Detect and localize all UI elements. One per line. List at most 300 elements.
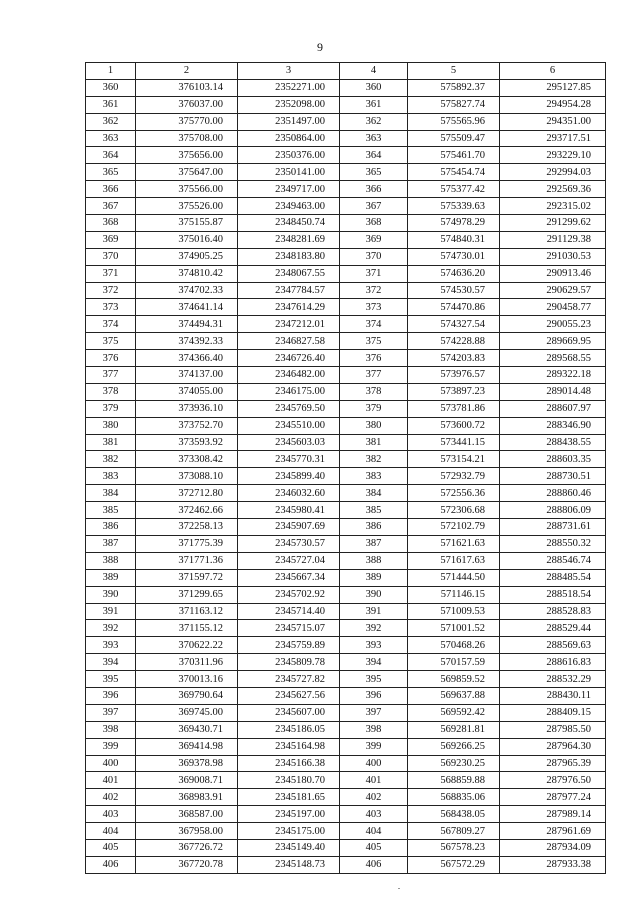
table-row — [86, 637, 606, 654]
table-cell: 293717.51 — [500, 130, 606, 147]
table-cell: 2345181.65 — [238, 789, 340, 806]
table-cell: 288616.83 — [500, 654, 606, 671]
table-row — [86, 400, 606, 417]
table-cell: 2350864.00 — [238, 130, 340, 147]
table-row — [86, 299, 606, 316]
table-cell: 385 — [86, 502, 136, 519]
table-cell: 404 — [86, 823, 136, 840]
table-cell: 290458.77 — [500, 299, 606, 316]
table-row — [86, 654, 606, 671]
column-header: 1 — [86, 63, 136, 80]
table-cell: 2347614.29 — [238, 299, 340, 316]
table-cell: 288607.97 — [500, 400, 606, 417]
table-row — [86, 367, 606, 384]
table-cell: 2345148.73 — [238, 856, 340, 873]
table-cell: 373088.10 — [136, 468, 238, 485]
table-cell: 363 — [340, 130, 408, 147]
table-cell: 370 — [86, 248, 136, 265]
table-cell: 2345166.38 — [238, 755, 340, 772]
table-row — [86, 434, 606, 451]
table-cell: 287933.38 — [500, 856, 606, 873]
table-cell: 398 — [340, 721, 408, 738]
table-cell: 379 — [340, 400, 408, 417]
table-cell: 367720.78 — [136, 856, 238, 873]
table-cell: 287989.14 — [500, 806, 606, 823]
table-cell: 384 — [340, 485, 408, 502]
table-row — [86, 687, 606, 704]
table-cell: 374810.42 — [136, 265, 238, 282]
table-cell: 372462.66 — [136, 502, 238, 519]
table-cell: 392 — [86, 620, 136, 637]
table-cell: 369 — [340, 231, 408, 248]
table-cell: 2345715.07 — [238, 620, 340, 637]
table-cell: 371 — [340, 265, 408, 282]
table-cell: 395 — [86, 671, 136, 688]
table-cell: 381 — [340, 434, 408, 451]
table-cell: 573154.21 — [408, 451, 500, 468]
table-cell: 366 — [86, 181, 136, 198]
table-row — [86, 164, 606, 181]
table-row — [86, 468, 606, 485]
table-cell: 393 — [86, 637, 136, 654]
table-cell: 288409.15 — [500, 704, 606, 721]
table-cell: 574470.86 — [408, 299, 500, 316]
table-cell: 363 — [86, 130, 136, 147]
table-cell: 288546.74 — [500, 552, 606, 569]
table-cell: 573781.86 — [408, 400, 500, 417]
table-cell: 570157.59 — [408, 654, 500, 671]
table-cell: 374702.33 — [136, 282, 238, 299]
table-cell: 372258.13 — [136, 519, 238, 536]
table-cell: 383 — [86, 468, 136, 485]
table-cell: 2352271.00 — [238, 79, 340, 96]
table-cell: 405 — [86, 839, 136, 856]
table-cell: 373308.42 — [136, 451, 238, 468]
table-cell: 386 — [340, 519, 408, 536]
table-cell: 383 — [340, 468, 408, 485]
table-cell: 575339.63 — [408, 198, 500, 215]
table-cell: 288529.44 — [500, 620, 606, 637]
table-row — [86, 96, 606, 113]
table-cell: 572102.79 — [408, 519, 500, 536]
table-row — [86, 704, 606, 721]
table-cell: 367 — [86, 198, 136, 215]
table-cell: 387 — [340, 535, 408, 552]
table-cell: 575827.74 — [408, 96, 500, 113]
table-cell: 2350376.00 — [238, 147, 340, 164]
table-cell: 374 — [340, 316, 408, 333]
table-cell: 292994.03 — [500, 164, 606, 181]
table-cell: 364 — [340, 147, 408, 164]
table-cell: 369 — [86, 231, 136, 248]
table-cell: 2348067.55 — [238, 265, 340, 282]
table-cell: 368 — [86, 215, 136, 232]
table-cell: 573441.15 — [408, 434, 500, 451]
table-cell: 292315.02 — [500, 198, 606, 215]
table-cell: 373752.70 — [136, 417, 238, 434]
table-cell: 2345770.31 — [238, 451, 340, 468]
table-cell: 2345769.50 — [238, 400, 340, 417]
table-row — [86, 823, 606, 840]
table-cell: 380 — [340, 417, 408, 434]
table-cell: 375708.00 — [136, 130, 238, 147]
table-cell: 390 — [340, 586, 408, 603]
table-cell: 2345510.00 — [238, 417, 340, 434]
table-cell: 362 — [340, 113, 408, 130]
table-row — [86, 282, 606, 299]
table-cell: 2345603.03 — [238, 434, 340, 451]
table-cell: 288518.54 — [500, 586, 606, 603]
table-cell: 369008.71 — [136, 772, 238, 789]
table-cell: 288569.63 — [500, 637, 606, 654]
table-cell: 372 — [86, 282, 136, 299]
table-cell: 392 — [340, 620, 408, 637]
table-cell: 568835.06 — [408, 789, 500, 806]
table-cell: 378 — [340, 383, 408, 400]
table-cell: 2345907.69 — [238, 519, 340, 536]
table-cell: 374055.00 — [136, 383, 238, 400]
table-cell: 367726.72 — [136, 839, 238, 856]
table-cell: 288860.46 — [500, 485, 606, 502]
column-header: 2 — [136, 63, 238, 80]
table-cell: 2345164.98 — [238, 738, 340, 755]
table-row — [86, 215, 606, 232]
table-cell: 571009.53 — [408, 603, 500, 620]
table-cell: 571617.63 — [408, 552, 500, 569]
table-cell: 569266.25 — [408, 738, 500, 755]
table-cell: 2348450.74 — [238, 215, 340, 232]
table-row — [86, 502, 606, 519]
table-cell: 575509.47 — [408, 130, 500, 147]
table-cell: 372 — [340, 282, 408, 299]
table-row — [86, 79, 606, 96]
table-cell: 292569.36 — [500, 181, 606, 198]
table-cell: 401 — [340, 772, 408, 789]
table-cell: 374641.14 — [136, 299, 238, 316]
table-cell: 371155.12 — [136, 620, 238, 637]
table-row — [86, 147, 606, 164]
table-cell: 389 — [340, 569, 408, 586]
table-row — [86, 552, 606, 569]
table-cell: 290913.46 — [500, 265, 606, 282]
table-cell: 361 — [86, 96, 136, 113]
table-cell: 370311.96 — [136, 654, 238, 671]
table-cell: 388 — [340, 552, 408, 569]
table-cell: 376 — [340, 350, 408, 367]
table-row — [86, 738, 606, 755]
table-cell: 574203.83 — [408, 350, 500, 367]
table-cell: 374137.00 — [136, 367, 238, 384]
table-cell: 572306.68 — [408, 502, 500, 519]
table-cell: 374494.31 — [136, 316, 238, 333]
table-cell: 288430.11 — [500, 687, 606, 704]
table-cell: 287934.09 — [500, 839, 606, 856]
table-row — [86, 569, 606, 586]
table-cell: 369745.00 — [136, 704, 238, 721]
column-header: 5 — [408, 63, 500, 80]
table-cell: 570468.26 — [408, 637, 500, 654]
table-cell: 288603.35 — [500, 451, 606, 468]
table-cell: 288485.54 — [500, 569, 606, 586]
table-cell: 360 — [86, 79, 136, 96]
table-cell: 287977.24 — [500, 789, 606, 806]
table-row — [86, 130, 606, 147]
table-cell: 368587.00 — [136, 806, 238, 823]
table-cell: 371163.12 — [136, 603, 238, 620]
table-cell: 362 — [86, 113, 136, 130]
table-cell: 567578.23 — [408, 839, 500, 856]
table-cell: 575461.70 — [408, 147, 500, 164]
table-cell: 2350141.00 — [238, 164, 340, 181]
table-cell: 374905.25 — [136, 248, 238, 265]
table-cell: 288532.29 — [500, 671, 606, 688]
table-cell: 2345714.40 — [238, 603, 340, 620]
table-cell: 372712.80 — [136, 485, 238, 502]
table-cell: 386 — [86, 519, 136, 536]
table-row — [86, 586, 606, 603]
table-cell: 2346827.58 — [238, 333, 340, 350]
table-cell: 384 — [86, 485, 136, 502]
table-cell: 287976.50 — [500, 772, 606, 789]
table-cell: 375 — [340, 333, 408, 350]
table-cell: 398 — [86, 721, 136, 738]
table-cell: 574530.57 — [408, 282, 500, 299]
table-row — [86, 417, 606, 434]
table-cell: 403 — [86, 806, 136, 823]
table-header-row — [86, 63, 606, 80]
table-cell: 288731.61 — [500, 519, 606, 536]
table-cell: 293229.10 — [500, 147, 606, 164]
table-cell: 2345149.40 — [238, 839, 340, 856]
table-cell: 382 — [86, 451, 136, 468]
table-cell: 575565.96 — [408, 113, 500, 130]
table-body — [86, 79, 606, 873]
table-row — [86, 620, 606, 637]
table-cell: 368983.91 — [136, 789, 238, 806]
table-cell: 385 — [340, 502, 408, 519]
table-cell: 288438.55 — [500, 434, 606, 451]
table-row — [86, 806, 606, 823]
table-cell: 290055.23 — [500, 316, 606, 333]
table-cell: 376 — [86, 350, 136, 367]
table-row — [86, 383, 606, 400]
table-cell: 2346726.40 — [238, 350, 340, 367]
table-cell: 373936.10 — [136, 400, 238, 417]
table-cell: 373 — [86, 299, 136, 316]
table-cell: 575892.37 — [408, 79, 500, 96]
table-cell: 375656.00 — [136, 147, 238, 164]
table-cell: 375016.40 — [136, 231, 238, 248]
table-cell: 568859.88 — [408, 772, 500, 789]
table-cell: 396 — [86, 687, 136, 704]
table-cell: 287961.69 — [500, 823, 606, 840]
table-cell: 375155.87 — [136, 215, 238, 232]
table-cell: 2345197.00 — [238, 806, 340, 823]
table-cell: 2345727.82 — [238, 671, 340, 688]
table-cell: 375 — [86, 333, 136, 350]
table-cell: 405 — [340, 839, 408, 856]
table-cell: 294351.00 — [500, 113, 606, 130]
table-cell: 381 — [86, 434, 136, 451]
table-cell: 360 — [340, 79, 408, 96]
table-cell: 571621.63 — [408, 535, 500, 552]
table-cell: 361 — [340, 96, 408, 113]
table-cell: 2345730.57 — [238, 535, 340, 552]
table-cell: 2345702.92 — [238, 586, 340, 603]
table-cell: 2345607.00 — [238, 704, 340, 721]
table-cell: 400 — [340, 755, 408, 772]
table-cell: 2347212.01 — [238, 316, 340, 333]
table-cell: 367958.00 — [136, 823, 238, 840]
table-cell: 391 — [86, 603, 136, 620]
table-cell: 288528.83 — [500, 603, 606, 620]
table-cell: 2345667.34 — [238, 569, 340, 586]
table-cell: 365 — [340, 164, 408, 181]
coordinates-table — [85, 62, 606, 874]
table-row — [86, 721, 606, 738]
table-cell: 375526.00 — [136, 198, 238, 215]
table-cell: 569637.88 — [408, 687, 500, 704]
table-cell: 376037.00 — [136, 96, 238, 113]
table-cell: 382 — [340, 451, 408, 468]
table-cell: 2349717.00 — [238, 181, 340, 198]
scan-speck — [398, 888, 400, 889]
table-cell: 574327.54 — [408, 316, 500, 333]
table-row — [86, 198, 606, 215]
table-row — [86, 839, 606, 856]
table-cell: 394 — [86, 654, 136, 671]
table-cell: 400 — [86, 755, 136, 772]
table-cell: 397 — [340, 704, 408, 721]
table-cell: 369430.71 — [136, 721, 238, 738]
table-cell: 375647.00 — [136, 164, 238, 181]
table-cell: 374 — [86, 316, 136, 333]
table-cell: 371597.72 — [136, 569, 238, 586]
table-cell: 569592.42 — [408, 704, 500, 721]
table-cell: 376103.14 — [136, 79, 238, 96]
table-cell: 370622.22 — [136, 637, 238, 654]
table-cell: 2345727.04 — [238, 552, 340, 569]
table-cell: 378 — [86, 383, 136, 400]
table-cell: 371299.65 — [136, 586, 238, 603]
table-cell: 288346.90 — [500, 417, 606, 434]
table-row — [86, 772, 606, 789]
table-cell: 567809.27 — [408, 823, 500, 840]
table-cell: 402 — [340, 789, 408, 806]
table-cell: 2345980.41 — [238, 502, 340, 519]
table-cell: 572932.79 — [408, 468, 500, 485]
table-row — [86, 671, 606, 688]
table-cell: 369414.98 — [136, 738, 238, 755]
table-cell: 375770.00 — [136, 113, 238, 130]
table-cell: 368 — [340, 215, 408, 232]
table-cell: 2345180.70 — [238, 772, 340, 789]
table-cell: 388 — [86, 552, 136, 569]
table-cell: 373 — [340, 299, 408, 316]
table-cell: 288550.32 — [500, 535, 606, 552]
table-cell: 569281.81 — [408, 721, 500, 738]
table-cell: 404 — [340, 823, 408, 840]
table-cell: 291129.38 — [500, 231, 606, 248]
table-row — [86, 181, 606, 198]
table-row — [86, 451, 606, 468]
page-number: 9 — [317, 40, 323, 54]
table-cell: 389 — [86, 569, 136, 586]
table-cell: 377 — [86, 367, 136, 384]
column-header: 3 — [238, 63, 340, 80]
table-cell: 367 — [340, 198, 408, 215]
table-cell: 573897.23 — [408, 383, 500, 400]
table-cell: 289669.95 — [500, 333, 606, 350]
table-cell: 375566.00 — [136, 181, 238, 198]
table-cell: 377 — [340, 367, 408, 384]
table-cell: 2347784.57 — [238, 282, 340, 299]
table-cell: 287985.50 — [500, 721, 606, 738]
table-row — [86, 856, 606, 873]
table-cell: 2351497.00 — [238, 113, 340, 130]
table-cell: 574636.20 — [408, 265, 500, 282]
table-cell: 2345899.40 — [238, 468, 340, 485]
table-row — [86, 535, 606, 552]
table-row — [86, 755, 606, 772]
column-header: 4 — [340, 63, 408, 80]
table-cell: 571001.52 — [408, 620, 500, 637]
table-row — [86, 333, 606, 350]
table-cell: 295127.85 — [500, 79, 606, 96]
table-cell: 366 — [340, 181, 408, 198]
table-cell: 2345186.05 — [238, 721, 340, 738]
table-cell: 575454.74 — [408, 164, 500, 181]
table-cell: 574840.31 — [408, 231, 500, 248]
column-header: 6 — [500, 63, 606, 80]
table-cell: 391 — [340, 603, 408, 620]
table-cell: 291030.53 — [500, 248, 606, 265]
table-cell: 289322.18 — [500, 367, 606, 384]
table-cell: 2348183.80 — [238, 248, 340, 265]
table-row — [86, 350, 606, 367]
table-cell: 291299.62 — [500, 215, 606, 232]
table-cell: 406 — [86, 856, 136, 873]
table-cell: 573600.72 — [408, 417, 500, 434]
table-cell: 571444.50 — [408, 569, 500, 586]
table-cell: 287964.30 — [500, 738, 606, 755]
table-cell: 2345809.78 — [238, 654, 340, 671]
table-row — [86, 603, 606, 620]
table-cell: 572556.36 — [408, 485, 500, 502]
table-cell: 2352098.00 — [238, 96, 340, 113]
table-cell: 2345175.00 — [238, 823, 340, 840]
table-cell: 387 — [86, 535, 136, 552]
table-cell: 290629.57 — [500, 282, 606, 299]
table-cell: 401 — [86, 772, 136, 789]
table-cell: 288730.51 — [500, 468, 606, 485]
table-cell: 573976.57 — [408, 367, 500, 384]
table-cell: 371771.36 — [136, 552, 238, 569]
table-row — [86, 248, 606, 265]
table-cell: 288806.09 — [500, 502, 606, 519]
table-cell: 2345627.56 — [238, 687, 340, 704]
table-cell: 568438.05 — [408, 806, 500, 823]
table-cell: 2348281.69 — [238, 231, 340, 248]
table-row — [86, 789, 606, 806]
table-cell: 393 — [340, 637, 408, 654]
table-row — [86, 231, 606, 248]
table-cell: 575377.42 — [408, 181, 500, 198]
table-cell: 395 — [340, 671, 408, 688]
table-cell: 374392.33 — [136, 333, 238, 350]
table-cell: 2345759.89 — [238, 637, 340, 654]
table-cell: 567572.29 — [408, 856, 500, 873]
